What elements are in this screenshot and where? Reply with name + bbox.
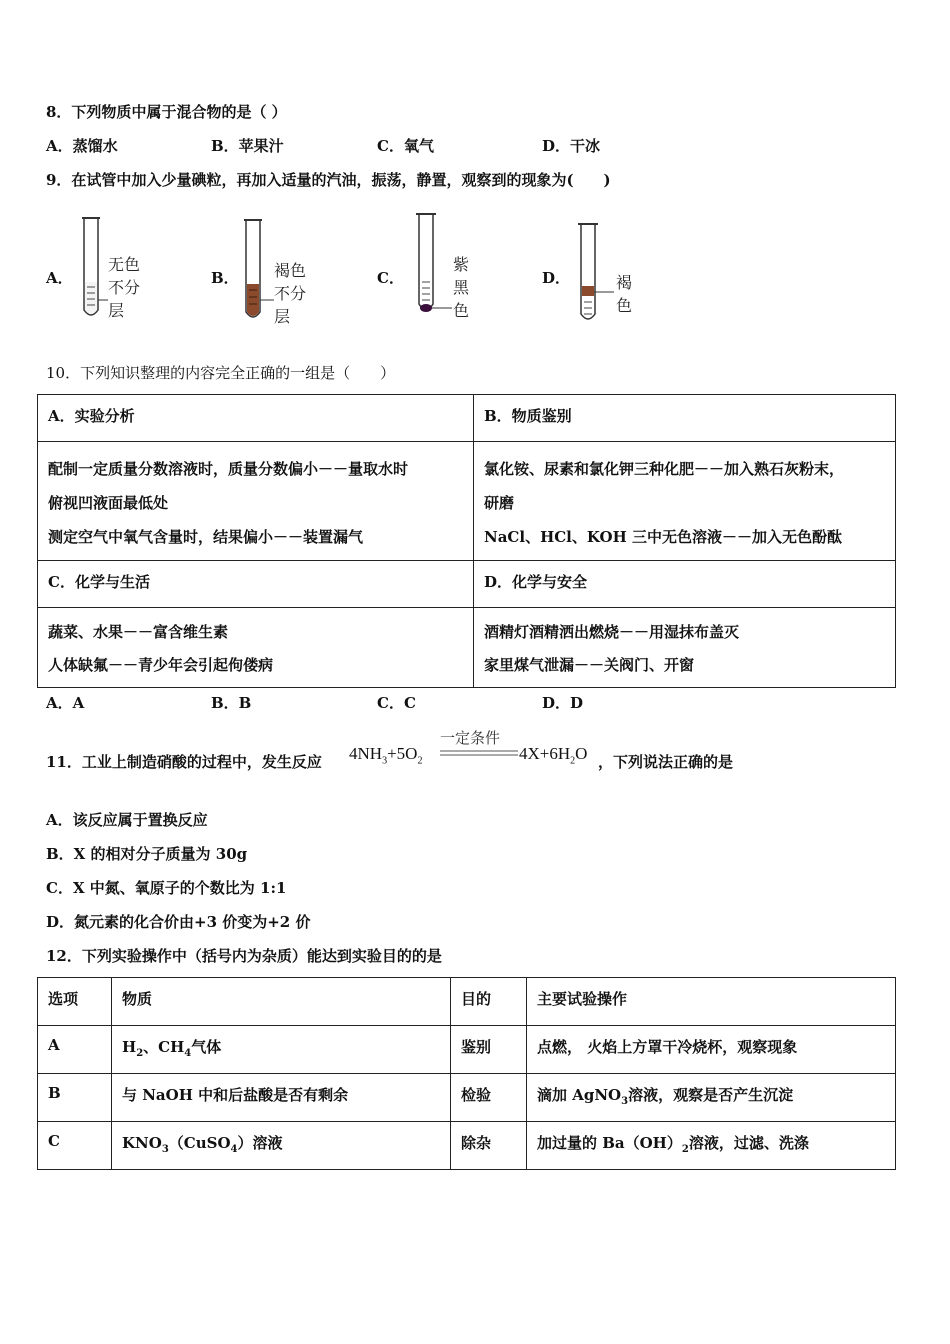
q10-cell-d-title: D．化学与安全	[474, 561, 896, 608]
q10-cell-c-content	[38, 608, 474, 688]
q10-option-b: B．B	[211, 694, 252, 712]
q12-header-purpose: 目的	[451, 978, 527, 1026]
q10-b-line-2: 研磨	[484, 494, 515, 512]
q12-row-c-option: C	[38, 1122, 112, 1170]
q10-stem: 10．下列知识整理的内容完全正确的一组是（ ）	[46, 364, 396, 382]
q9-a-label-1: 无色	[108, 255, 141, 274]
q9-option-d-letter: D．	[542, 269, 571, 287]
q12-row-a-operation: 点燃， 火焰上方罩干冷烧杯，观察现象	[527, 1026, 896, 1074]
q12-header-option: 选项	[38, 978, 112, 1026]
q9-option-c-letter: C．	[377, 269, 404, 287]
q10-b-line-1: 氯化铵、尿素和氯化钾三种化肥－－加入熟石灰粉末，	[484, 460, 845, 478]
q12-row-c-substance: $KNO_3(CuSO_4)$溶液	[112, 1122, 451, 1170]
q10-cell-b-content	[474, 442, 896, 561]
q10-table	[37, 394, 896, 688]
q9-b-label-2: 不分	[274, 284, 307, 303]
q10-b-line-3: NaCl、HCl、KOH 三中无色溶液－－加入无色酚酞	[484, 528, 842, 546]
q12-row-a-option: A	[38, 1026, 112, 1074]
test-tube-b-icon	[240, 214, 274, 326]
q11-option-a: A．该反应属于置换反应	[46, 811, 208, 829]
test-tube-d-icon	[574, 218, 614, 328]
q8-option-d: D．干冰	[542, 137, 601, 155]
q11-reactants: $4NH_3+5O_2$	[349, 744, 423, 767]
q9-c-label-3: 色	[453, 301, 470, 320]
q10-cell-a-title: A．实验分析	[38, 395, 474, 442]
q9-c-label-2: 黑	[453, 278, 470, 297]
q10-cell-c-title: C．化学与生活	[38, 561, 474, 608]
q9-c-label-1: 紫	[453, 255, 470, 274]
q10-cell-d-content	[474, 608, 896, 688]
q12-header-substance: 物质	[112, 978, 451, 1026]
q12-row-c-operation: 加过量的 $Ba(OH)_2$溶液，过滤、洗涤	[527, 1122, 896, 1170]
q12-row-a-purpose: 鉴别	[451, 1026, 527, 1074]
q9-d-label-1: 褐	[616, 273, 633, 292]
q8-option-b: B．苹果汁	[211, 137, 284, 155]
q12-stem: 12．下列实验操作中（括号内为杂质）能达到实验目的的是	[46, 947, 442, 965]
q9-stem: 9．在试管中加入少量碘粒，再加入适量的汽油，振荡，静置，观察到的现象为( )	[46, 171, 611, 189]
q12-table	[37, 977, 896, 1170]
q12-row-a-substance: $H_2$、$CH_4$气体	[112, 1026, 451, 1074]
q9-option-a-letter: A．	[46, 269, 73, 287]
q9-option-b-letter: B．	[211, 269, 239, 287]
q11-condition: 一定条件	[440, 729, 501, 747]
q10-option-d: D．D	[542, 694, 584, 712]
q10-c-line-2: 人体缺氟－－青少年会引起佝偻病	[48, 656, 274, 674]
q9-b-label-1: 褐色	[274, 261, 307, 280]
q11-stem-before: 11．工业上制造硝酸的过程中，发生反应	[46, 753, 322, 771]
q10-cell-a-content	[38, 442, 474, 561]
q10-d-line-1: 酒精灯酒精洒出燃烧－－用湿抹布盖灭	[484, 623, 740, 641]
q8-stem: 8．下列物质中属于混合物的是（ ）	[46, 103, 287, 121]
test-tube-c-icon	[412, 208, 452, 320]
q9-d-label-2: 色	[616, 296, 633, 315]
q12-row-b-operation: 滴加 AgNO$_3$溶液，观察是否产生沉淀	[527, 1074, 896, 1122]
q12-row-b-option: B	[38, 1074, 112, 1122]
q10-a-line-2: 俯视凹液面最低处	[48, 494, 169, 512]
q10-cell-b-title: B．物质鉴别	[474, 395, 896, 442]
q9-b-label-3: 层	[274, 307, 291, 326]
q11-stem-after: ，下列说法正确的是	[598, 753, 734, 771]
test-tube-a-icon	[78, 212, 108, 324]
q10-c-line-1: 蔬菜、水果－－富含维生素	[48, 623, 229, 641]
q12-header-operation: 主要试验操作	[527, 978, 896, 1026]
q11-products: $4X+6H_2O$	[519, 744, 588, 767]
q12-row-b-substance: 与 NaOH 中和后盐酸是否有剩余	[112, 1074, 451, 1122]
q10-option-a: A．A	[46, 694, 85, 712]
q11-option-d: D．氮元素的化合价由+3 价变为+2 价	[46, 913, 311, 931]
q9-a-label-3: 层	[108, 301, 125, 320]
q12-row-b-purpose: 检验	[451, 1074, 527, 1122]
q10-d-line-2: 家里煤气泄漏－－关阀门、开窗	[484, 656, 695, 674]
q10-a-line-3: 测定空气中氧气含量时，结果偏小－－装置漏气	[48, 528, 364, 546]
q12-row-c-purpose: 除杂	[451, 1122, 527, 1170]
q10-option-c: C．C	[377, 694, 416, 712]
q11-option-c: C．X 中氮、氧原子的个数比为 1:1	[46, 879, 287, 897]
q8-option-c: C．氧气	[377, 137, 434, 155]
q8-option-a: A．蒸馏水	[46, 137, 118, 155]
q10-a-line-1: 配制一定质量分数溶液时，质量分数偏小－－量取水时	[48, 460, 409, 478]
q9-a-label-2: 不分	[108, 278, 141, 297]
q11-option-b: B．X 的相对分子质量为 30g	[46, 845, 248, 863]
equals-sign-icon	[440, 749, 518, 757]
